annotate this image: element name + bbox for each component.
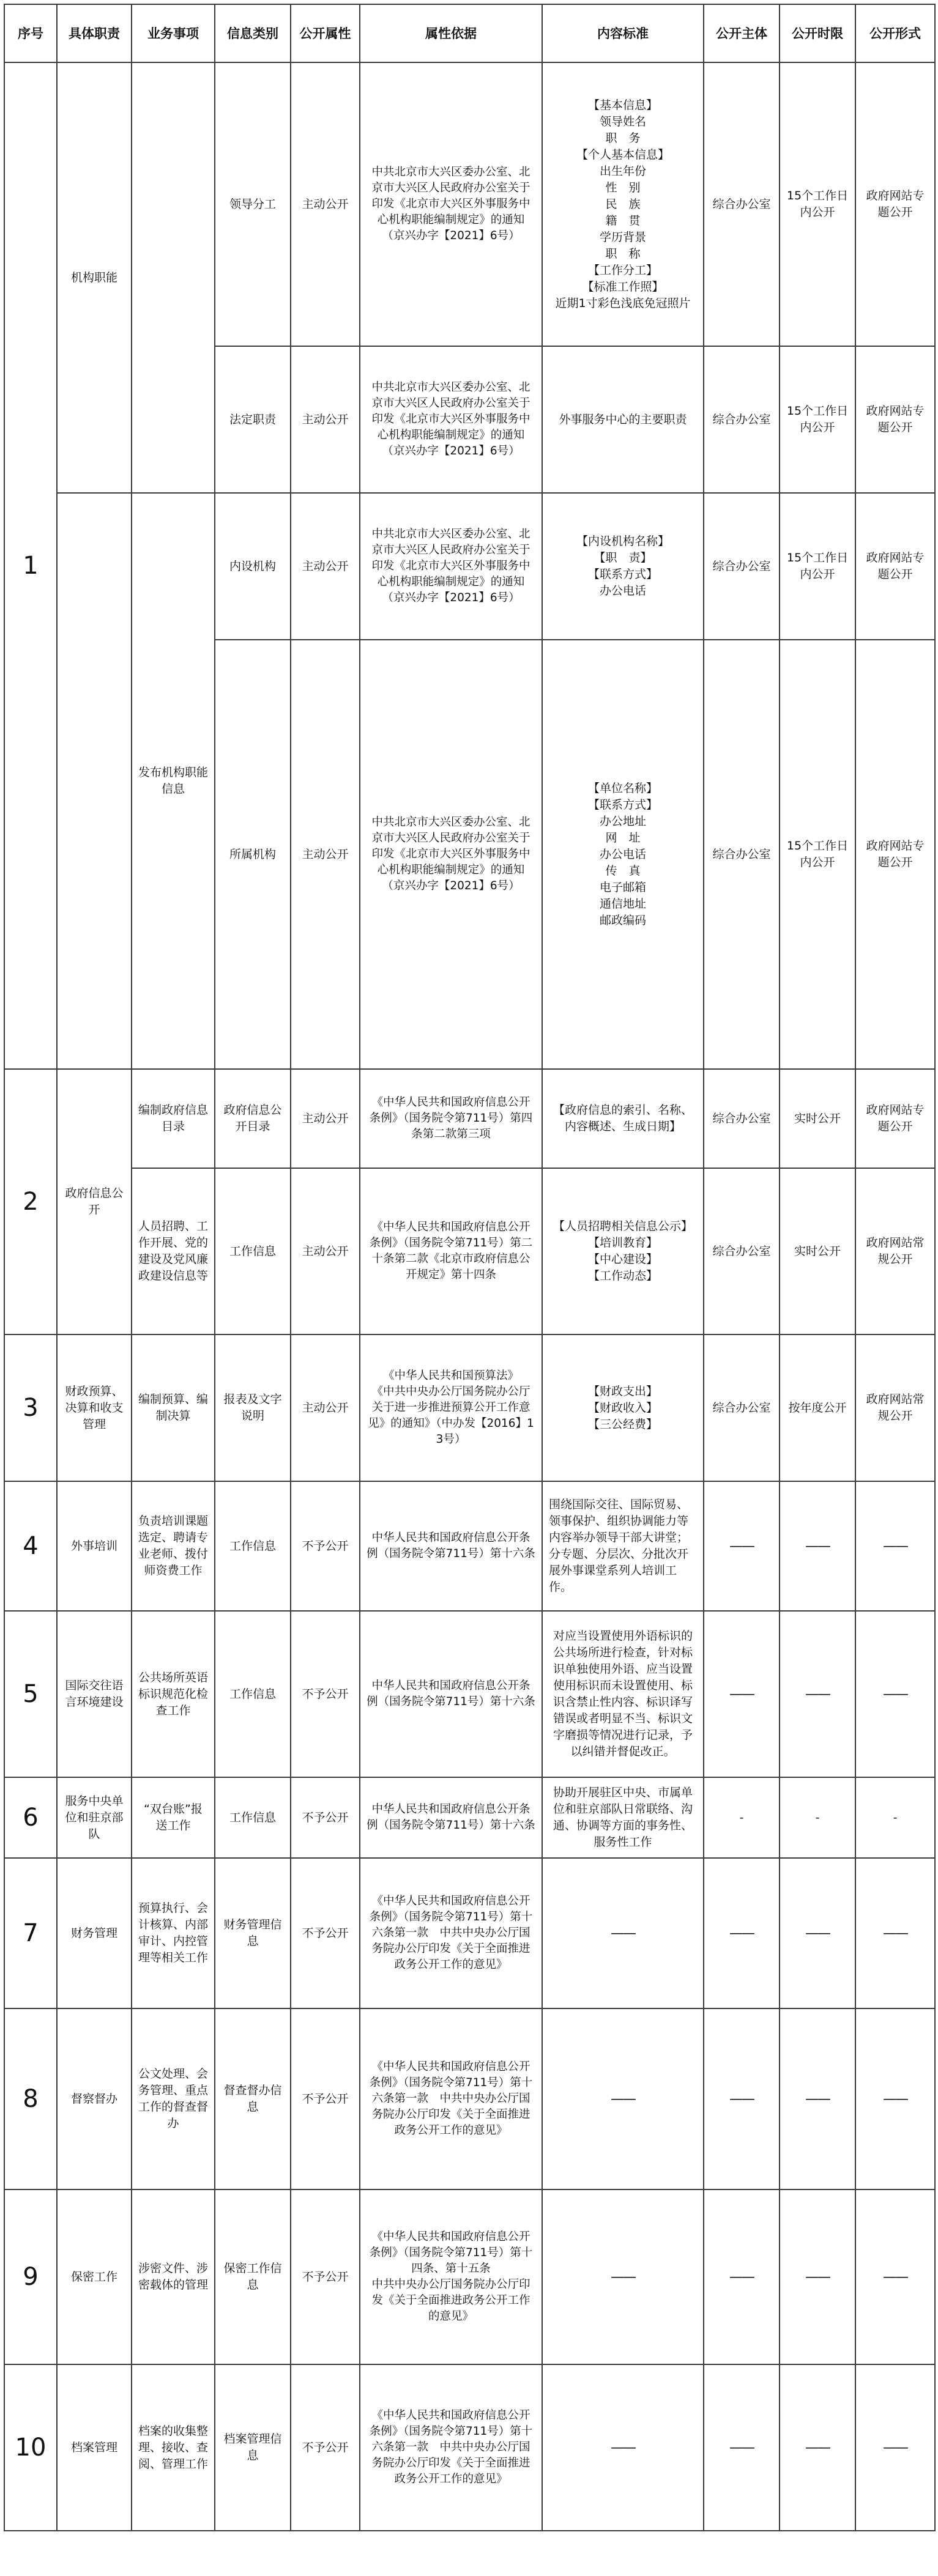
form-cell: 政府网站专题公开 <box>855 640 935 1069</box>
content-cell: 外事服务中心的主要职责 <box>542 346 704 493</box>
attr-cell: 主动公开 <box>291 1334 360 1481</box>
table-row <box>4 1481 935 1611</box>
period-cell: 15个工作日内公开 <box>780 493 855 640</box>
period-cell: —— <box>780 2008 855 2189</box>
form-cell: - <box>855 1777 935 1858</box>
header-category: 信息类别 <box>215 4 291 62</box>
duty-cell: 机构职能 <box>57 62 132 493</box>
category-cell: 档案管理信息 <box>215 2364 291 2531</box>
item-cell: 档案的收集整理、接收、查阅、管理工作 <box>132 2364 215 2531</box>
basis-cell: 中共北京市大兴区委办公室、北京市大兴区人民政府办公室关于印发《北京市大兴区外事服务中心机构职能编制规定》的通知（京兴办字【2021】6号） <box>360 62 542 346</box>
row-number: 4 <box>4 1481 57 1611</box>
category-cell: 工作信息 <box>215 1168 291 1334</box>
basis-cell: 《中华人民共和国预算法》 《中共中央办公厅国务院办公厅关于进一步推进预算公开工作意见》的通知》（中办发【2016】13号） <box>360 1334 542 1481</box>
subject-cell: - <box>704 1777 780 1858</box>
subject-cell: 综合办公室 <box>704 1334 780 1481</box>
header-item: 业务事项 <box>132 4 215 62</box>
row-number: 2 <box>4 1069 57 1334</box>
subject-cell: —— <box>704 1611 780 1777</box>
content-cell: —— <box>542 2008 704 2189</box>
header-subject: 公开主体 <box>704 4 780 62</box>
attr-cell: 主动公开 <box>291 493 360 640</box>
basis-cell: 中华人民共和国政府信息公开条例（国务院令第711号）第十六条 <box>360 1611 542 1777</box>
row-number: 8 <box>4 2008 57 2189</box>
form-cell: 政府网站专题公开 <box>855 62 935 346</box>
content-cell: 【政府信息的索引、名称、内容概述、生成日期】 <box>542 1069 704 1168</box>
duty-cell: 保密工作 <box>57 2189 132 2364</box>
category-cell: 领导分工 <box>215 62 291 346</box>
category-cell: 督查督办信息 <box>215 2008 291 2189</box>
subject-cell: 综合办公室 <box>704 640 780 1069</box>
item-cell <box>132 62 215 493</box>
attr-cell: 不予公开 <box>291 2189 360 2364</box>
content-cell: —— <box>542 2189 704 2364</box>
form-cell: —— <box>855 1611 935 1777</box>
row-number: 10 <box>4 2364 57 2531</box>
category-cell: 政府信息公开目录 <box>215 1069 291 1168</box>
form-cell: 政府网站专题公开 <box>855 1069 935 1168</box>
attr-cell: 不予公开 <box>291 2364 360 2531</box>
period-cell: - <box>780 1777 855 1858</box>
category-cell: 工作信息 <box>215 1481 291 1611</box>
item-cell: 发布机构职能信息 <box>132 493 215 1069</box>
period-cell: —— <box>780 1858 855 2008</box>
subject-cell: —— <box>704 1481 780 1611</box>
form-cell: 政府网站常规公开 <box>855 1168 935 1334</box>
basis-cell: 中共北京市大兴区委办公室、北京市大兴区人民政府办公室关于印发《北京市大兴区外事服务中心机构职能编制规定》的通知（京兴办字【2021】6号） <box>360 640 542 1069</box>
content-cell: 【基本信息】 领导姓名 职 务 【个人基本信息】 出生年份 性 别 民 族 籍 贯 学历背景 职 称 【工作分工】 【标准工作照】 近期1寸彩色浅底免冠照片 <box>542 62 704 346</box>
row-number: 7 <box>4 1858 57 2008</box>
category-cell: 内设机构 <box>215 493 291 640</box>
row-number: 9 <box>4 2189 57 2364</box>
subject-cell: 综合办公室 <box>704 62 780 346</box>
duty-cell <box>57 493 132 1069</box>
table-row <box>4 2189 935 2364</box>
header-seq: 序号 <box>4 4 57 62</box>
table-row <box>4 1858 935 2008</box>
form-cell: 政府网站专题公开 <box>855 493 935 640</box>
category-cell: 工作信息 <box>215 1777 291 1858</box>
basis-cell: 《中华人民共和国政府信息公开条例》（国务院令第711号）第十六条第一款 中共中央办公厅国务院办公厅印发《关于全面推进政务公开工作的意见》 <box>360 2008 542 2189</box>
period-cell: —— <box>780 1481 855 1611</box>
header-basis: 属性依据 <box>360 4 542 62</box>
row-number: 6 <box>4 1777 57 1858</box>
form-cell: 政府网站常规公开 <box>855 1334 935 1481</box>
attr-cell: 不予公开 <box>291 2008 360 2189</box>
period-cell: 实时公开 <box>780 1168 855 1334</box>
content-cell: 【内设机构名称】 【职 责】 【联系方式】 办公电话 <box>542 493 704 640</box>
attr-cell: 主动公开 <box>291 62 360 346</box>
period-cell: —— <box>780 1611 855 1777</box>
table-row <box>4 1777 935 1858</box>
header-row <box>4 4 935 62</box>
basis-cell: 《中华人民共和国政府信息公开条例》（国务院令第711号）第十六条第一款 中共中央办公厅国务院办公厅印发《关于全面推进政务公开工作的意见》 <box>360 2364 542 2531</box>
content-cell: —— <box>542 2364 704 2531</box>
period-cell: 15个工作日内公开 <box>780 640 855 1069</box>
form-cell: —— <box>855 1858 935 2008</box>
header-period: 公开时限 <box>780 4 855 62</box>
table-row <box>4 1069 935 1168</box>
subject-cell: —— <box>704 2364 780 2531</box>
content-cell: —— <box>542 1858 704 2008</box>
duty-cell: 财务管理 <box>57 1858 132 2008</box>
subject-cell: 综合办公室 <box>704 493 780 640</box>
item-cell: 公文处理、会务管理、重点工作的督查督办 <box>132 2008 215 2189</box>
duty-cell: 服务中央单位和驻京部队 <box>57 1777 132 1858</box>
header-duty: 具体职责 <box>57 4 132 62</box>
subject-cell: —— <box>704 2189 780 2364</box>
row-number: 3 <box>4 1334 57 1481</box>
period-cell: —— <box>780 2189 855 2364</box>
form-cell: —— <box>855 1481 935 1611</box>
content-cell: 对应当设置使用外语标识的公共场所进行检查，针对标识单独使用外语、应当设置使用标识而未设置使用、标识含禁止性内容、标识译写错误或者明显不当、标识文字磨损等情况进行记录，予以纠错并督促改正。 <box>542 1611 704 1777</box>
item-cell: “双台账”报送工作 <box>132 1777 215 1858</box>
basis-cell: 《中华人民共和国政府信息公开条例》（国务院令第711号）第四条第二款第三项 <box>360 1069 542 1168</box>
attr-cell: 不予公开 <box>291 1611 360 1777</box>
item-cell: 人员招聘、工作开展、党的建设及党风廉政建设信息等 <box>132 1168 215 1334</box>
header-form: 公开形式 <box>855 4 935 62</box>
subject-cell: 综合办公室 <box>704 1069 780 1168</box>
row-number: 1 <box>4 62 57 1069</box>
category-cell: 报表及文字说明 <box>215 1334 291 1481</box>
table-row <box>4 2008 935 2189</box>
disclosure-catalog-table <box>4 4 936 2531</box>
subject-cell: 综合办公室 <box>704 1168 780 1334</box>
table-row <box>4 1334 935 1481</box>
table-row <box>4 1611 935 1777</box>
period-cell: 15个工作日内公开 <box>780 346 855 493</box>
content-cell: 【人员招聘相关信息公示】 【培训教育】 【中心建设】 【工作动态】 <box>542 1168 704 1334</box>
period-cell: 15个工作日内公开 <box>780 62 855 346</box>
attr-cell: 主动公开 <box>291 1069 360 1168</box>
attr-cell: 主动公开 <box>291 640 360 1069</box>
period-cell: —— <box>780 2364 855 2531</box>
item-cell: 涉密文件、涉密载体的管理 <box>132 2189 215 2364</box>
content-cell: 围绕国际交往、国际贸易、领事保护、组织协调能力等内容举办领导干部大讲堂； 分专题、分层次、分批次开展外事课堂系列人培训工作。 <box>542 1481 704 1611</box>
content-cell: 协助开展驻区中央、市属单位和驻京部队日常联络、沟通、协调等方面的事务性、服务性工作 <box>542 1777 704 1858</box>
form-cell: —— <box>855 2189 935 2364</box>
basis-cell: 中共北京市大兴区委办公室、北京市大兴区人民政府办公室关于印发《北京市大兴区外事服务中心机构职能编制规定》的通知（京兴办字【2021】6号） <box>360 346 542 493</box>
content-cell: 【财政支出】 【财政收入】 【三公经费】 <box>542 1334 704 1481</box>
category-cell: 保密工作信息 <box>215 2189 291 2364</box>
attr-cell: 不予公开 <box>291 1777 360 1858</box>
category-cell: 财务管理信息 <box>215 1858 291 2008</box>
form-cell: —— <box>855 2008 935 2189</box>
period-cell: 按年度公开 <box>780 1334 855 1481</box>
table-row <box>4 2364 935 2531</box>
form-cell: —— <box>855 2364 935 2531</box>
basis-cell: 《中华人民共和国政府信息公开条例》（国务院令第711号）第十六条第一款 中共中央办公厅国务院办公厅印发《关于全面推进政务公开工作的意见》 <box>360 1858 542 2008</box>
attr-cell: 主动公开 <box>291 1168 360 1334</box>
basis-cell: 中华人民共和国政府信息公开条例（国务院令第711号）第十六条 <box>360 1777 542 1858</box>
item-cell: 负责培训课题选定、聘请专业老师、拨付师资费工作 <box>132 1481 215 1611</box>
subject-cell: —— <box>704 1858 780 2008</box>
category-cell: 法定职责 <box>215 346 291 493</box>
header-content: 内容标准 <box>542 4 704 62</box>
basis-cell: 《中华人民共和国政府信息公开条例》（国务院令第711号）第十四条、第十五条 中共中央办公厅国务院办公厅印发《关于全面推进政务公开工作的意见》 <box>360 2189 542 2364</box>
item-cell: 公共场所英语标识规范化检查工作 <box>132 1611 215 1777</box>
duty-cell: 国际交往语言环境建设 <box>57 1611 132 1777</box>
duty-cell: 档案管理 <box>57 2364 132 2531</box>
subject-cell: 综合办公室 <box>704 346 780 493</box>
header-attr: 公开属性 <box>291 4 360 62</box>
attr-cell: 不予公开 <box>291 1858 360 2008</box>
content-cell: 【单位名称】 【联系方式】 办公地址 网 址 办公电话 传 真 电子邮箱 通信地址 邮政编码 <box>542 640 704 1069</box>
category-cell: 工作信息 <box>215 1611 291 1777</box>
row-number: 5 <box>4 1611 57 1777</box>
form-cell: 政府网站专题公开 <box>855 346 935 493</box>
table <box>4 4 936 2531</box>
basis-cell: 《中华人民共和国政府信息公开条例》（国务院令第711号）第二十条第二款《北京市政府信息公开规定》第十四条 <box>360 1168 542 1334</box>
item-cell: 编制政府信息目录 <box>132 1069 215 1168</box>
item-cell: 预算执行、会计核算、内部审计、内控管理等相关工作 <box>132 1858 215 2008</box>
duty-cell: 督察督办 <box>57 2008 132 2189</box>
table-row <box>4 62 935 346</box>
basis-cell: 中共北京市大兴区委办公室、北京市大兴区人民政府办公室关于印发《北京市大兴区外事服务中心机构职能编制规定》的通知（京兴办字【2021】6号） <box>360 493 542 640</box>
item-cell: 编制预算、编制决算 <box>132 1334 215 1481</box>
duty-cell: 财政预算、决算和收支管理 <box>57 1334 132 1481</box>
basis-cell: 中华人民共和国政府信息公开条例（国务院令第711号）第十六条 <box>360 1481 542 1611</box>
period-cell: 实时公开 <box>780 1069 855 1168</box>
table-row <box>4 1168 935 1334</box>
attr-cell: 主动公开 <box>291 346 360 493</box>
duty-cell: 外事培训 <box>57 1481 132 1611</box>
attr-cell: 不予公开 <box>291 1481 360 1611</box>
duty-cell: 政府信息公开 <box>57 1069 132 1334</box>
category-cell: 所属机构 <box>215 640 291 1069</box>
subject-cell: —— <box>704 2008 780 2189</box>
table-row <box>4 493 935 640</box>
